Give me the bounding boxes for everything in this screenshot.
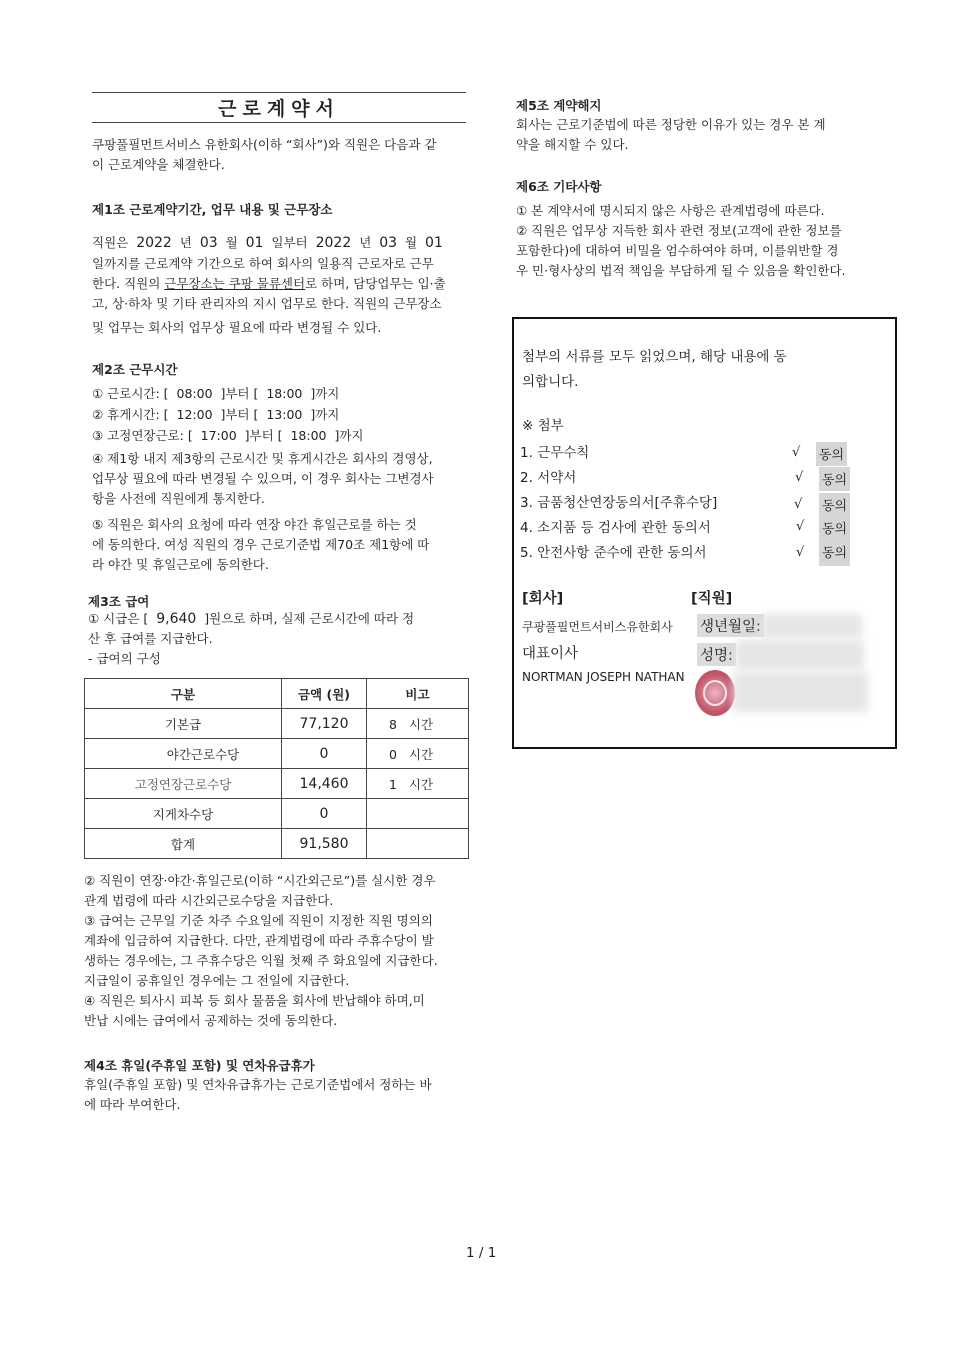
company-label: [회사] — [522, 591, 564, 607]
confirmation-text: 첨부의 서류를 모두 읽었으며, 해당 내용에 동 의합니다. — [522, 349, 787, 390]
attachment-item: 1. 근무수칙 — [520, 445, 590, 461]
check-mark-icon: √ — [795, 470, 804, 485]
ceo-title: 대표이사 — [522, 646, 579, 662]
article-3-wage: ① 시급은 [ 9,640 ]원으로 하며, 실제 근로시간에 따라 정 산 후 급여를 지급한다. - 급여의 구성 — [88, 611, 415, 666]
article-1-heading: 제1조 근로계약기간, 업무 내용 및 근무장소 — [92, 202, 333, 217]
hourly-wage: 9,640 — [156, 611, 197, 627]
article-6-heading: 제6조 기타사항 — [516, 179, 602, 194]
article-5-heading: 제5조 계약해지 — [516, 98, 602, 113]
article-1-body: 직원은 2022 년 03 월 01 일부터 2022 년 03 월 01 일까지를 근로계약 기간으로 하여 회사의 일용직 근로자로 근무 한다. 직원의 근무장소는 쿠팡 물류센터로 하며, 담당업무는 입·출 고, 상·하차 및 기타 관리자의 지시 업무로 한다. 직원의 근무장소 및 업무는 회사의 업무상 필요에 따라 변경될 수 있다. — [92, 235, 446, 335]
article-2-para-4: ④ 제1항 내지 제3항의 근로시간 및 휴게시간은 회사의 경영상, 업무상 필요에 따라 변경될 수 있으며, 이 경우 회사는 그변경사 항을 사전에 직원에게 통지한다. — [92, 451, 434, 506]
redacted-signature — [733, 672, 868, 712]
check-mark-icon: √ — [794, 497, 803, 512]
agree-badge: 동의 — [816, 442, 847, 466]
attachment-item: 2. 서약서 — [520, 470, 577, 486]
table-header-row: 구분 금액 (원) 비고 — [85, 679, 469, 709]
attachment-item: 4. 소지품 등 검사에 관한 동의서 — [520, 520, 711, 536]
page-number: 1 / 1 — [466, 1245, 497, 1261]
name-label: 성명: — [697, 643, 736, 666]
work-hours-row: ① 근로시간: [ 08:00 ]부터 [ 18:00 ]까지 — [92, 386, 340, 401]
company-name: 쿠팡풀필먼트서비스유한회사 — [522, 620, 673, 634]
agree-badge: 동의 — [819, 493, 850, 517]
attachment-label: ※ 첨부 — [522, 418, 564, 434]
dob-label: 생년월일: — [697, 614, 764, 637]
attachment-item: 5. 안전사항 준수에 관한 동의서 — [520, 545, 707, 561]
employee-label: [직원] — [691, 591, 733, 607]
redacted-dob — [762, 614, 862, 638]
check-mark-icon: √ — [796, 519, 805, 534]
redacted-name — [736, 640, 864, 670]
check-mark-icon: √ — [792, 445, 801, 460]
check-mark-icon: √ — [796, 545, 805, 560]
attachment-item: 3. 금품청산연장동의서[주휴수당] — [520, 495, 718, 511]
title-rule-top — [92, 92, 466, 93]
article-3-heading: 제3조 급여 — [88, 594, 150, 609]
company-seal — [695, 670, 735, 716]
article-2-para-5: ⑤ 직원은 회사의 요청에 따라 연장 야간 휴일근로를 하는 것 에 동의한다. 여성 직원의 경우 근로기준법 제70조 제1항에 따 라 야간 및 휴일근로에 동의한다. — [92, 517, 430, 572]
document-title: 근로계약서 — [218, 98, 340, 120]
overtime-hours-row: ③ 고정연장근로: [ 17:00 ]부터 [ 18:00 ]까지 — [92, 428, 364, 443]
agree-badge: 동의 — [819, 467, 850, 491]
article-3-notes: ② 직원이 연장·야간·휴일근로(이하 “시간외근로”)를 실시한 경우 관계 법령에 따라 시간외근로수당을 지급한다. ③ 급여는 근무일 기준 차주 수요일에 직원이 지정한 직원 명의의 계좌에 입금하여 지급한다. 다만, 관계법령에 따라 주휴수당이 발 생하는 경우에는, 그 주휴수당은 익월 첫째 주 화요일에 지급한다. 지급일이 공휴일인 경우에는 그 전일에 지급한다. ④ 직원은 퇴사시 피복 등 회사 물품을 회사에 반납해야 하며,미 반납 시에는 급여에서 공제하는 것에 동의한다. — [84, 873, 438, 1028]
ceo-name: NORTMAN JOSEPH NATHAN — [522, 670, 685, 684]
table-total-row: 합계 91,580 — [85, 829, 469, 859]
title-rule-bottom — [92, 122, 466, 123]
article-6-body: ① 본 계약서에 명시되지 않은 사항은 관계법령에 따른다. ② 직원은 업무상 지득한 회사 관련 정보(고객에 관한 정보를 포함한다)에 대하여 비밀을 엄수하여야 하며, 이를위반할 경 우 민·형사상의 법적 책임을 부담하게 될 수 있음을 확인한다. — [516, 203, 846, 278]
break-hours-row: ② 휴게시간: [ 12:00 ]부터 [ 13:00 ]까지 — [92, 407, 340, 422]
table-row: 기본급 77,120 8 시간 — [85, 709, 469, 739]
pay-table — [84, 678, 469, 859]
table-row: 지게차수당 0 — [85, 799, 469, 829]
agree-badge: 동의 — [819, 516, 850, 540]
agree-badge: 동의 — [819, 540, 850, 566]
work-location: 근무장소는 쿠팡 물류센터 — [164, 276, 306, 291]
table-row: 고정연장근로수당 14,460 1 시간 — [85, 769, 469, 799]
article-5-body: 회사는 근로기준법에 따른 정당한 이유가 있는 경우 본 계 약을 해지할 수 있다. — [516, 117, 826, 152]
article-4-heading: 제4조 휴일(주휴일 포함) 및 연차유급휴가 — [84, 1058, 315, 1073]
intro-paragraph: 쿠팡풀필먼트서비스 유한회사(이하 “회사”)와 직원은 다음과 같 이 근로계약을 체결한다. — [92, 137, 437, 172]
article-2-heading: 제2조 근무시간 — [92, 362, 178, 377]
article-4-body: 휴일(주휴일 포함) 및 연차유급휴가는 근로기준법에서 정하는 바 에 따라 부여한다. — [84, 1077, 432, 1112]
table-row: 야간근로수당 0 0 시간 — [85, 739, 469, 769]
